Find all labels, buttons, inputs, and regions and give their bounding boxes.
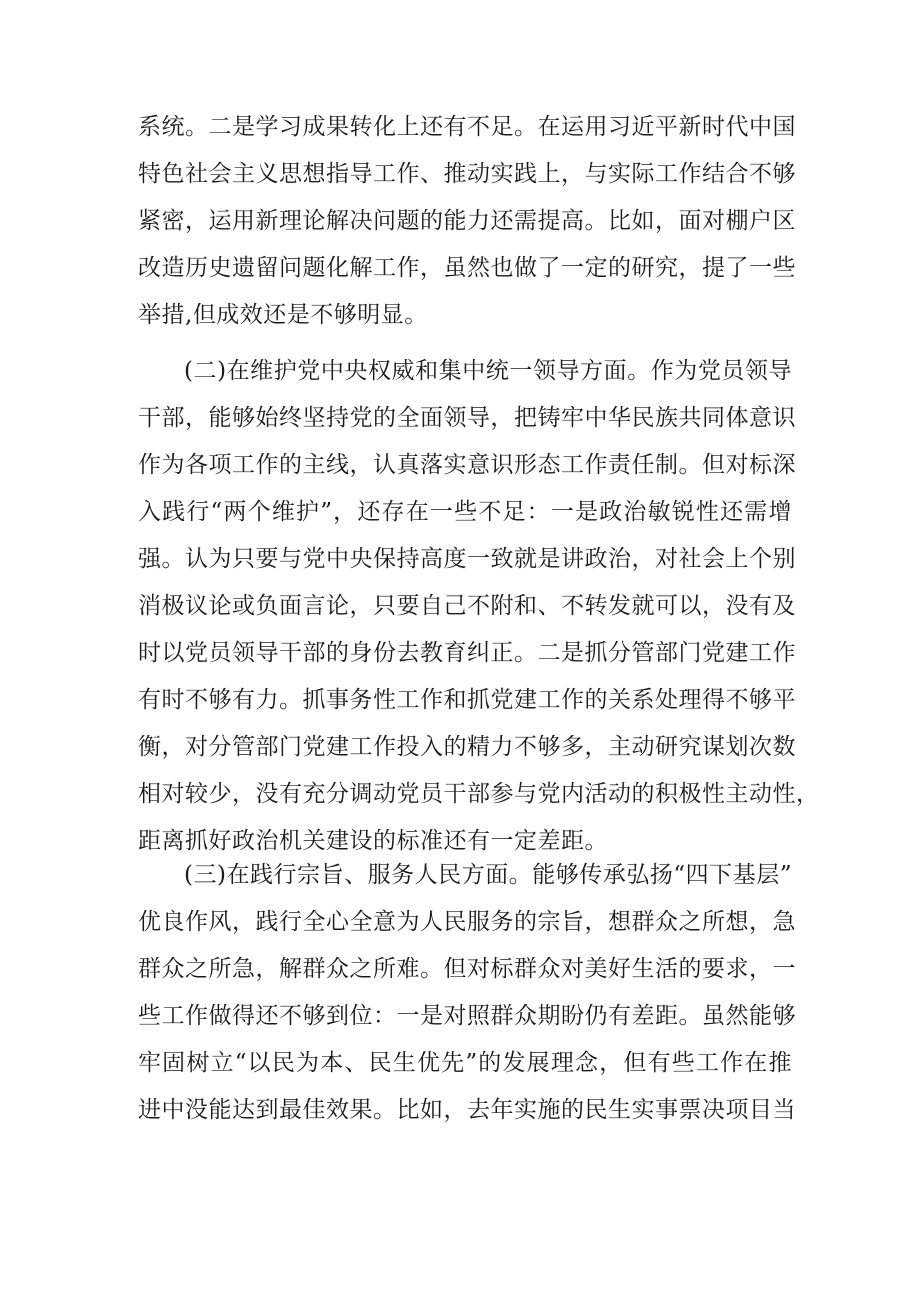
paragraph-line: 入践行“两个维护”，还存在一些不足：一是政治敏锐性还需增: [138, 499, 792, 525]
paragraph-2: [138, 348, 820, 865]
paragraph-line: 强。认为只要与党中央保持高度一致就是讲政治，对社会上个别: [138, 546, 796, 572]
paragraph-line: 系统。二是学习成果转化上还有不足。在运用习近平新时代中国: [138, 114, 796, 140]
paragraph-line: 有时不够有力。抓事务性工作和抓党建工作的关系处理得不够平: [138, 687, 796, 713]
paragraph-line: 紧密，运用新理论解决问题的能力还需提高。比如，面对棚户区: [138, 208, 796, 234]
paragraph-line: 衡，对分管部门党建工作投入的精力不够多，主动研究谋划次数: [138, 734, 796, 760]
paragraph-line: 干部，能够始终坚持党的全面领导，把铸牢中华民族共同体意识: [138, 405, 796, 431]
paragraph-line: 消极议论或负面言论，只要自己不附和、不转发就可以，没有及: [138, 593, 796, 619]
paragraph-3: [138, 852, 796, 1134]
paragraph-1: [138, 104, 796, 339]
paragraph-line: 优良作风，践行全心全意为人民服务的宗旨，想群众之所想，急: [138, 909, 796, 935]
section-heading-line: (二)在维护党中央权威和集中统一领导方面。作为党员领导: [184, 358, 792, 384]
paragraph-line: 特色社会主义思想指导工作、推动实践上，与实际工作结合不够: [138, 161, 796, 187]
paragraph-line: 作为各项工作的主线，认真落实意识形态工作责任制。但对标深: [138, 452, 796, 478]
paragraph-line: 改造历史遗留问题化解工作，虽然也做了一定的研究，提了一些: [138, 255, 796, 281]
section-heading-line: (三)在践行宗旨、服务人民方面。能够传承弘扬“四下基层”: [184, 862, 792, 888]
paragraph-line: 群众之所急，解群众之所难。但对标群众对美好生活的要求，一: [138, 956, 796, 982]
paragraph-line: 相对较少，没有充分调动党员干部参与党内活动的积极性主动性，: [138, 781, 820, 807]
paragraph-line: 些工作做得还不够到位：一是对照群众期盼仍有差距。虽然能够: [138, 1003, 796, 1029]
paragraph-line: 进中没能达到最佳效果。比如，去年实施的民生实事票决项目当: [138, 1097, 796, 1123]
paragraph-line: 举措,但成效还是不够明显。: [138, 302, 428, 328]
paragraph-line: 牢固树立“以民为本、民生优先”的发展理念，但有些工作在推: [138, 1050, 792, 1076]
paragraph-line: 时以党员领导干部的身份去教育纠正。二是抓分管部门党建工作: [138, 640, 796, 666]
paragraph-line: 距离抓好政治机关建设的标准还有一定差距。: [138, 828, 608, 854]
